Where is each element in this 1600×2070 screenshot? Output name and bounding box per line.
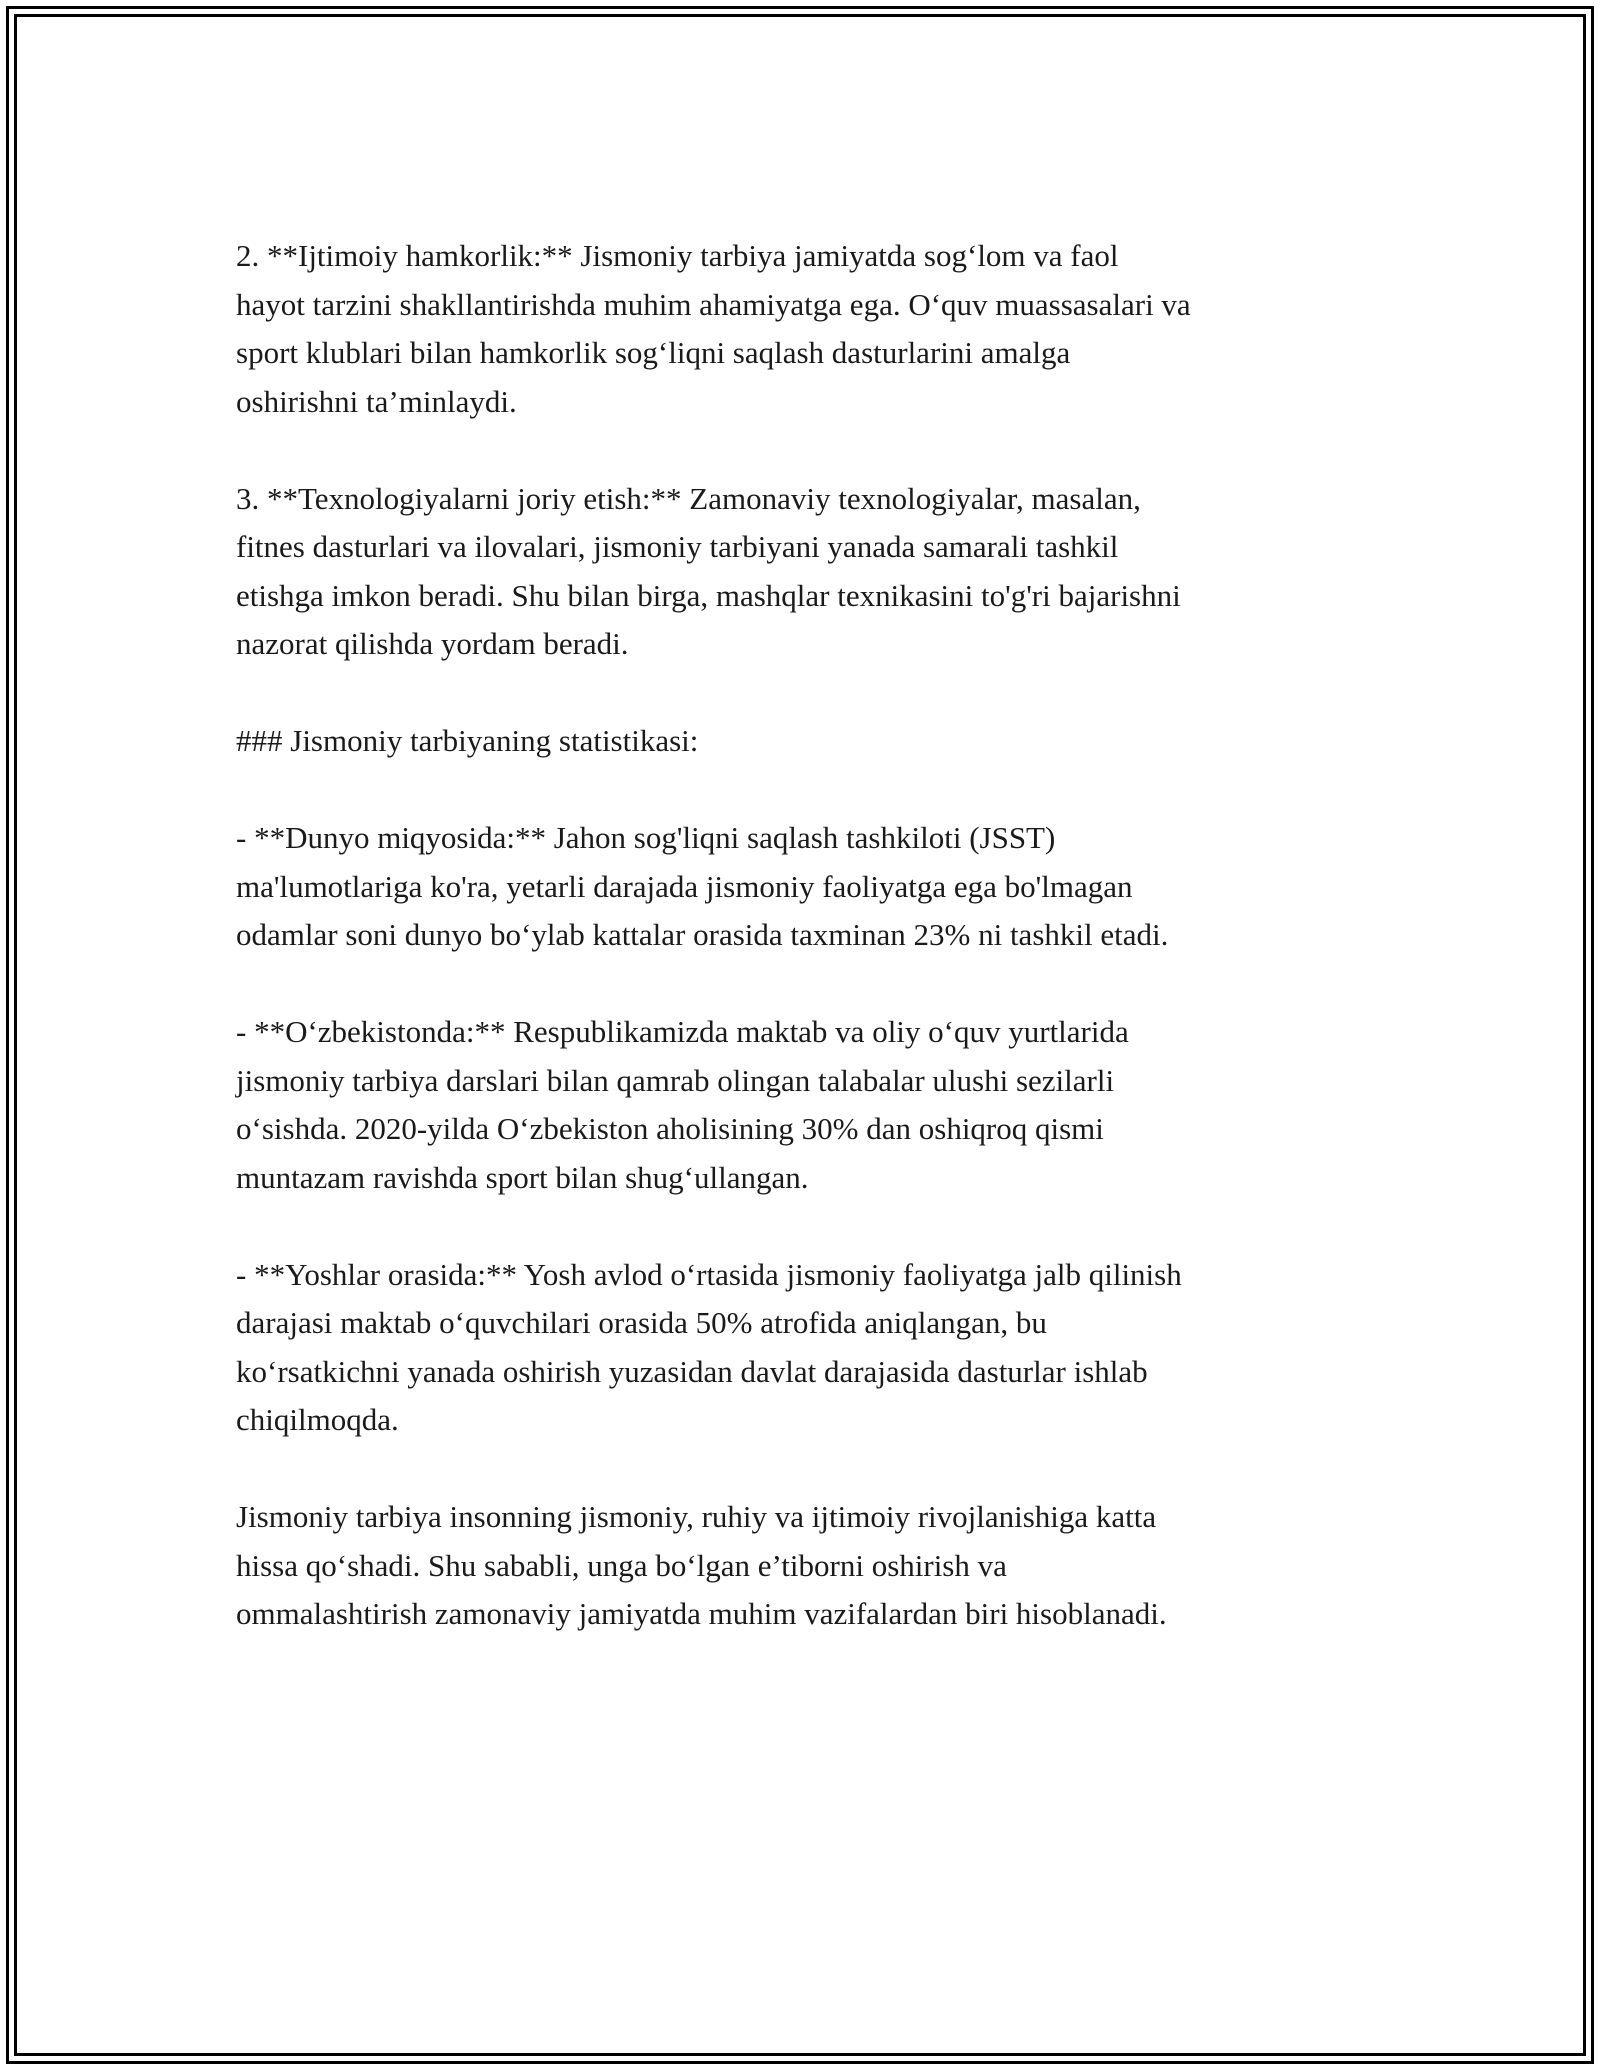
paragraph-ijtimoiy-hamkorlik [236, 232, 1396, 426]
text-line: ko‘rsatkichni yanada oshirish yuzasidan davlat darajasida dasturlar ishlab [236, 1353, 1148, 1389]
text-line: ma'lumotlariga ko'ra, yetarli darajada jismoniy faoliyatga ega bo'lmagan [236, 868, 1133, 904]
text-line: hissa qo‘shadi. Shu sababli, unga bo‘lgan e’tiborni oshirish va [236, 1547, 1007, 1583]
text-line: jismoniy tarbiya darslari bilan qamrab olingan talabalar ulushi sezilarli [236, 1062, 1115, 1098]
text-line: odamlar soni dunyo bo‘ylab kattalar orasida taxminan 23% ni tashkil etadi. [236, 917, 1169, 952]
text-line: - **O‘zbekistonda:** Respublikamizda maktab va oliy o‘quv yurtlarida [236, 1014, 1129, 1049]
paragraph-texnologiyalar [236, 475, 1396, 669]
list-item-yoshlar [236, 1251, 1396, 1445]
text-line: ### Jismoniy tarbiyaning statistikasi: [236, 723, 699, 758]
list-item-ozbekistonda [236, 1008, 1396, 1202]
text-line: ommalashtirish zamonaviy jamiyatda muhim vazifalardan biri hisoblanadi. [236, 1596, 1167, 1631]
text-line: - **Yoshlar orasida:** Yosh avlod o‘rtasida jismoniy faoliyatga jalb qilinish [236, 1256, 1182, 1292]
document-body [236, 232, 1396, 1639]
text-line: o‘sishda. 2020-yilda O‘zbekiston aholisining 30% dan oshiqroq qismi [236, 1111, 1104, 1146]
text-line: - **Dunyo miqyosida:** Jahon sog'liqni saqlash tashkiloti (JSST) [236, 820, 1056, 855]
section-heading-statistika [236, 717, 1396, 766]
text-line: darajasi maktab o‘quvchilari orasida 50% atrofida aniqlangan, bu [236, 1305, 1047, 1340]
text-line: oshirishni ta’minlaydi. [236, 383, 517, 419]
text-line: chiqilmoqda. [236, 1402, 399, 1437]
paragraph-xulosa [236, 1493, 1396, 1639]
text-line: hayot tarzini shakllantirishda muhim ahamiyatga ega. O‘quv muassasalari va [236, 286, 1191, 322]
text-line: 3. **Texnologiyalarni joriy etish:** Zamonaviy texnologiyalar, masalan, [236, 480, 1141, 516]
text-line: etishga imkon beradi. Shu bilan birga, mashqlar texnikasini to'g'ri bajarishni [236, 577, 1181, 613]
text-line: nazorat qilishda yordam beradi. [236, 626, 629, 661]
text-line: Jismoniy tarbiya insonning jismoniy, ruhiy va ijtimoiy rivojlanishiga katta [236, 1499, 1157, 1534]
text-line: muntazam ravishda sport bilan shug‘ullangan. [236, 1159, 809, 1195]
list-item-dunyo [236, 814, 1396, 960]
text-line: 2. **Ijtimoiy hamkorlik:** Jismoniy tarbiya jamiyatda sog‘lom va faol [236, 238, 1119, 273]
text-line: fitnes dasturlari va ilovalari, jismoniy tarbiyani yanada samarali tashkil [236, 529, 1119, 564]
text-line: sport klublari bilan hamkorlik sog‘liqni saqlash dasturlarini amalga [236, 335, 1071, 370]
